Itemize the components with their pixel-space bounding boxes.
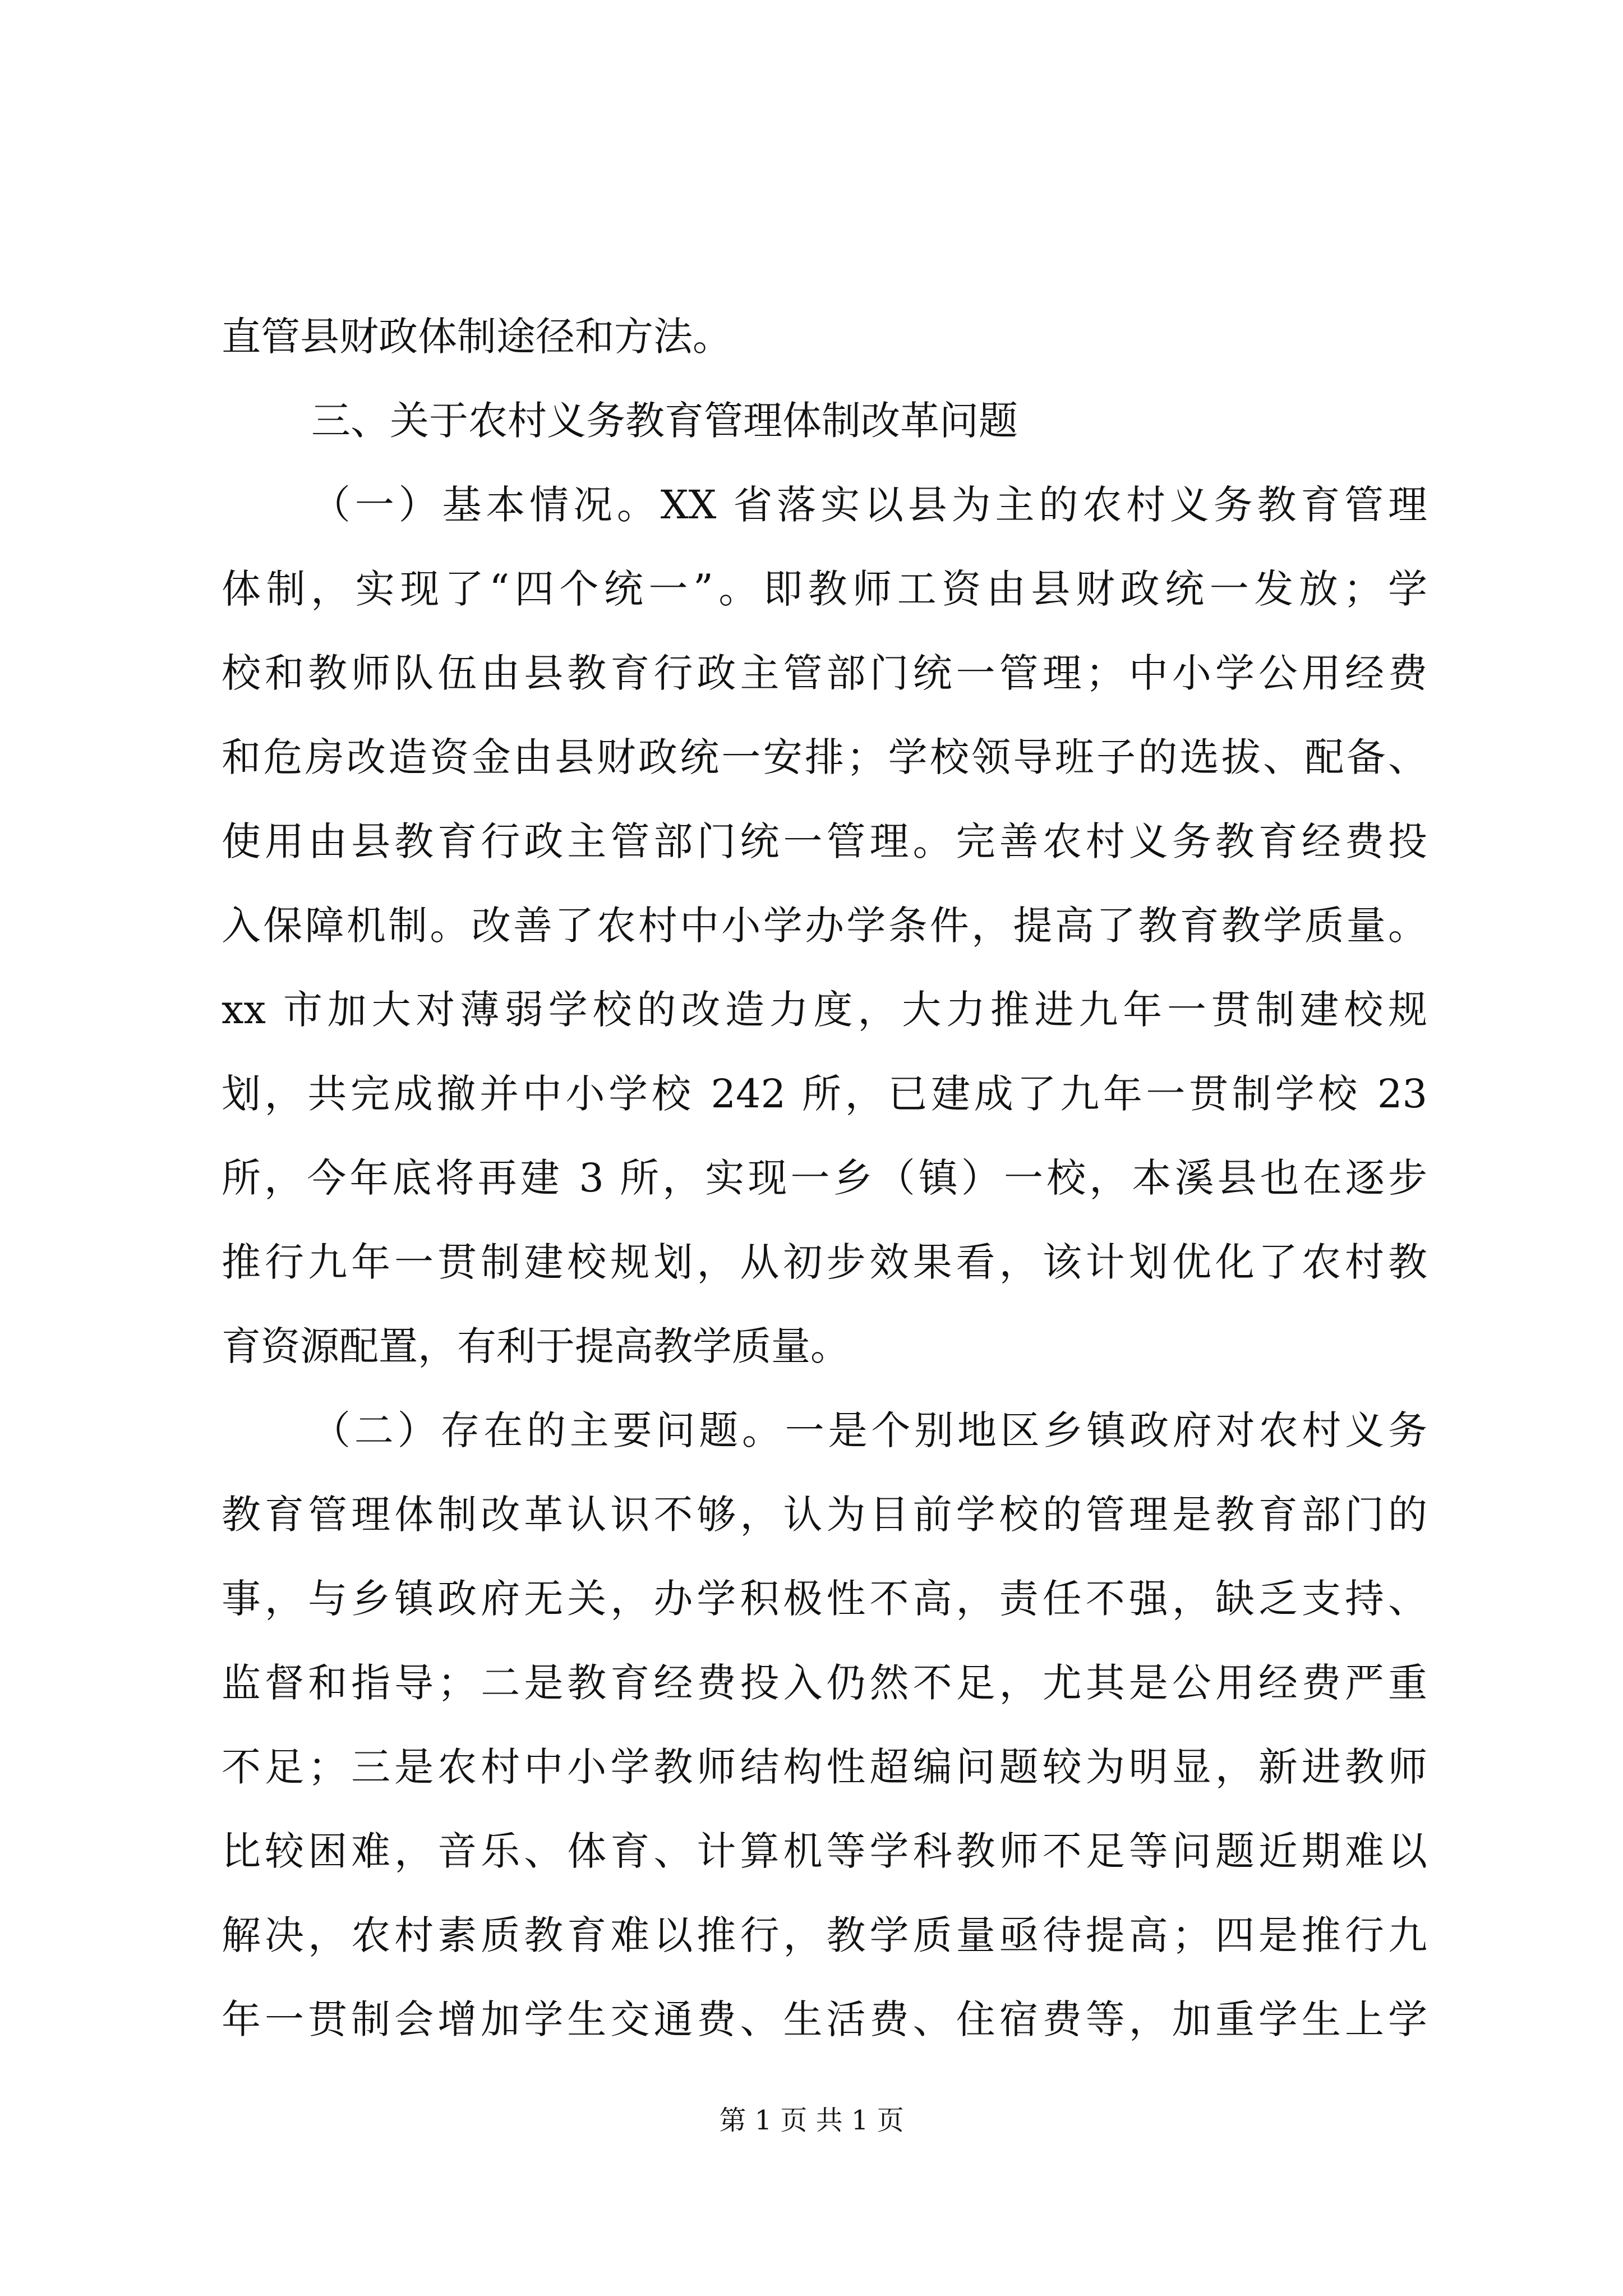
paragraph-line: 教育管理体制改革认识不够，认为目前学校的管理是教育部门的 [222, 1492, 1427, 1538]
paragraph-line: 所，今年底将再建 3 所，实现一乡（镇）一校，本溪县也在逐步 [222, 1155, 1427, 1201]
paragraph-line: 解决，农村素质教育难以推行，教学质量亟待提高；四是推行九 [222, 1912, 1427, 1958]
paragraph-line: 监督和指导；二是教育经费投入仍然不足，尤其是公用经费严重 [222, 1660, 1427, 1706]
paragraph-line: （一）基本情况。XX 省落实以县为主的农村义务教育管理 [311, 482, 1427, 528]
paragraph-line: 比较困难，音乐、体育、计算机等学科教师不足等问题近期难以 [222, 1828, 1427, 1874]
section-heading: 三、关于农村义务教育管理体制改革问题 [311, 398, 1018, 444]
paragraph-line: 年一贯制会增加学生交通费、生活费、住宿费等，加重学生上学 [222, 1996, 1427, 2042]
paragraph-line: 体制，实现了“四个统一”。即教师工资由县财政统一发放；学 [222, 566, 1427, 612]
paragraph-line: 入保障机制。改善了农村中小学办学条件，提高了教育教学质量。 [222, 903, 1427, 949]
paragraph-line: （二）存在的主要问题。一是个别地区乡镇政府对农村义务 [311, 1407, 1427, 1453]
paragraph-line: 校和教师队伍由县教育行政主管部门统一管理；中小学公用经费 [222, 650, 1427, 696]
paragraph-line: 和危房改造资金由县财政统一安排；学校领导班子的选拔、配备、 [222, 734, 1427, 780]
paragraph-line: xx 市加大对薄弱学校的改造力度，大力推进九年一贯制建校规 [222, 987, 1427, 1033]
paragraph-line: 划，共完成撤并中小学校 242 所，已建成了九年一贯制学校 23 [222, 1071, 1427, 1117]
paragraph-line: 使用由县教育行政主管部门统一管理。完善农村义务教育经费投 [222, 818, 1427, 864]
text-line: 直管县财政体制途径和方法。 [222, 314, 732, 360]
page-number-footer: 第 1 页 共 1 页 [719, 2105, 904, 2136]
paragraph-line: 推行九年一贯制建校规划，从初步效果看，该计划优化了农村教 [222, 1239, 1427, 1285]
paragraph-line: 不足；三是农村中小学教师结构性超编问题较为明显，新进教师 [222, 1744, 1427, 1790]
paragraph-line: 育资源配置，有利于提高教学质量。 [222, 1323, 850, 1369]
paragraph-line: 事，与乡镇政府无关，办学积极性不高，责任不强，缺乏支持、 [222, 1576, 1427, 1622]
